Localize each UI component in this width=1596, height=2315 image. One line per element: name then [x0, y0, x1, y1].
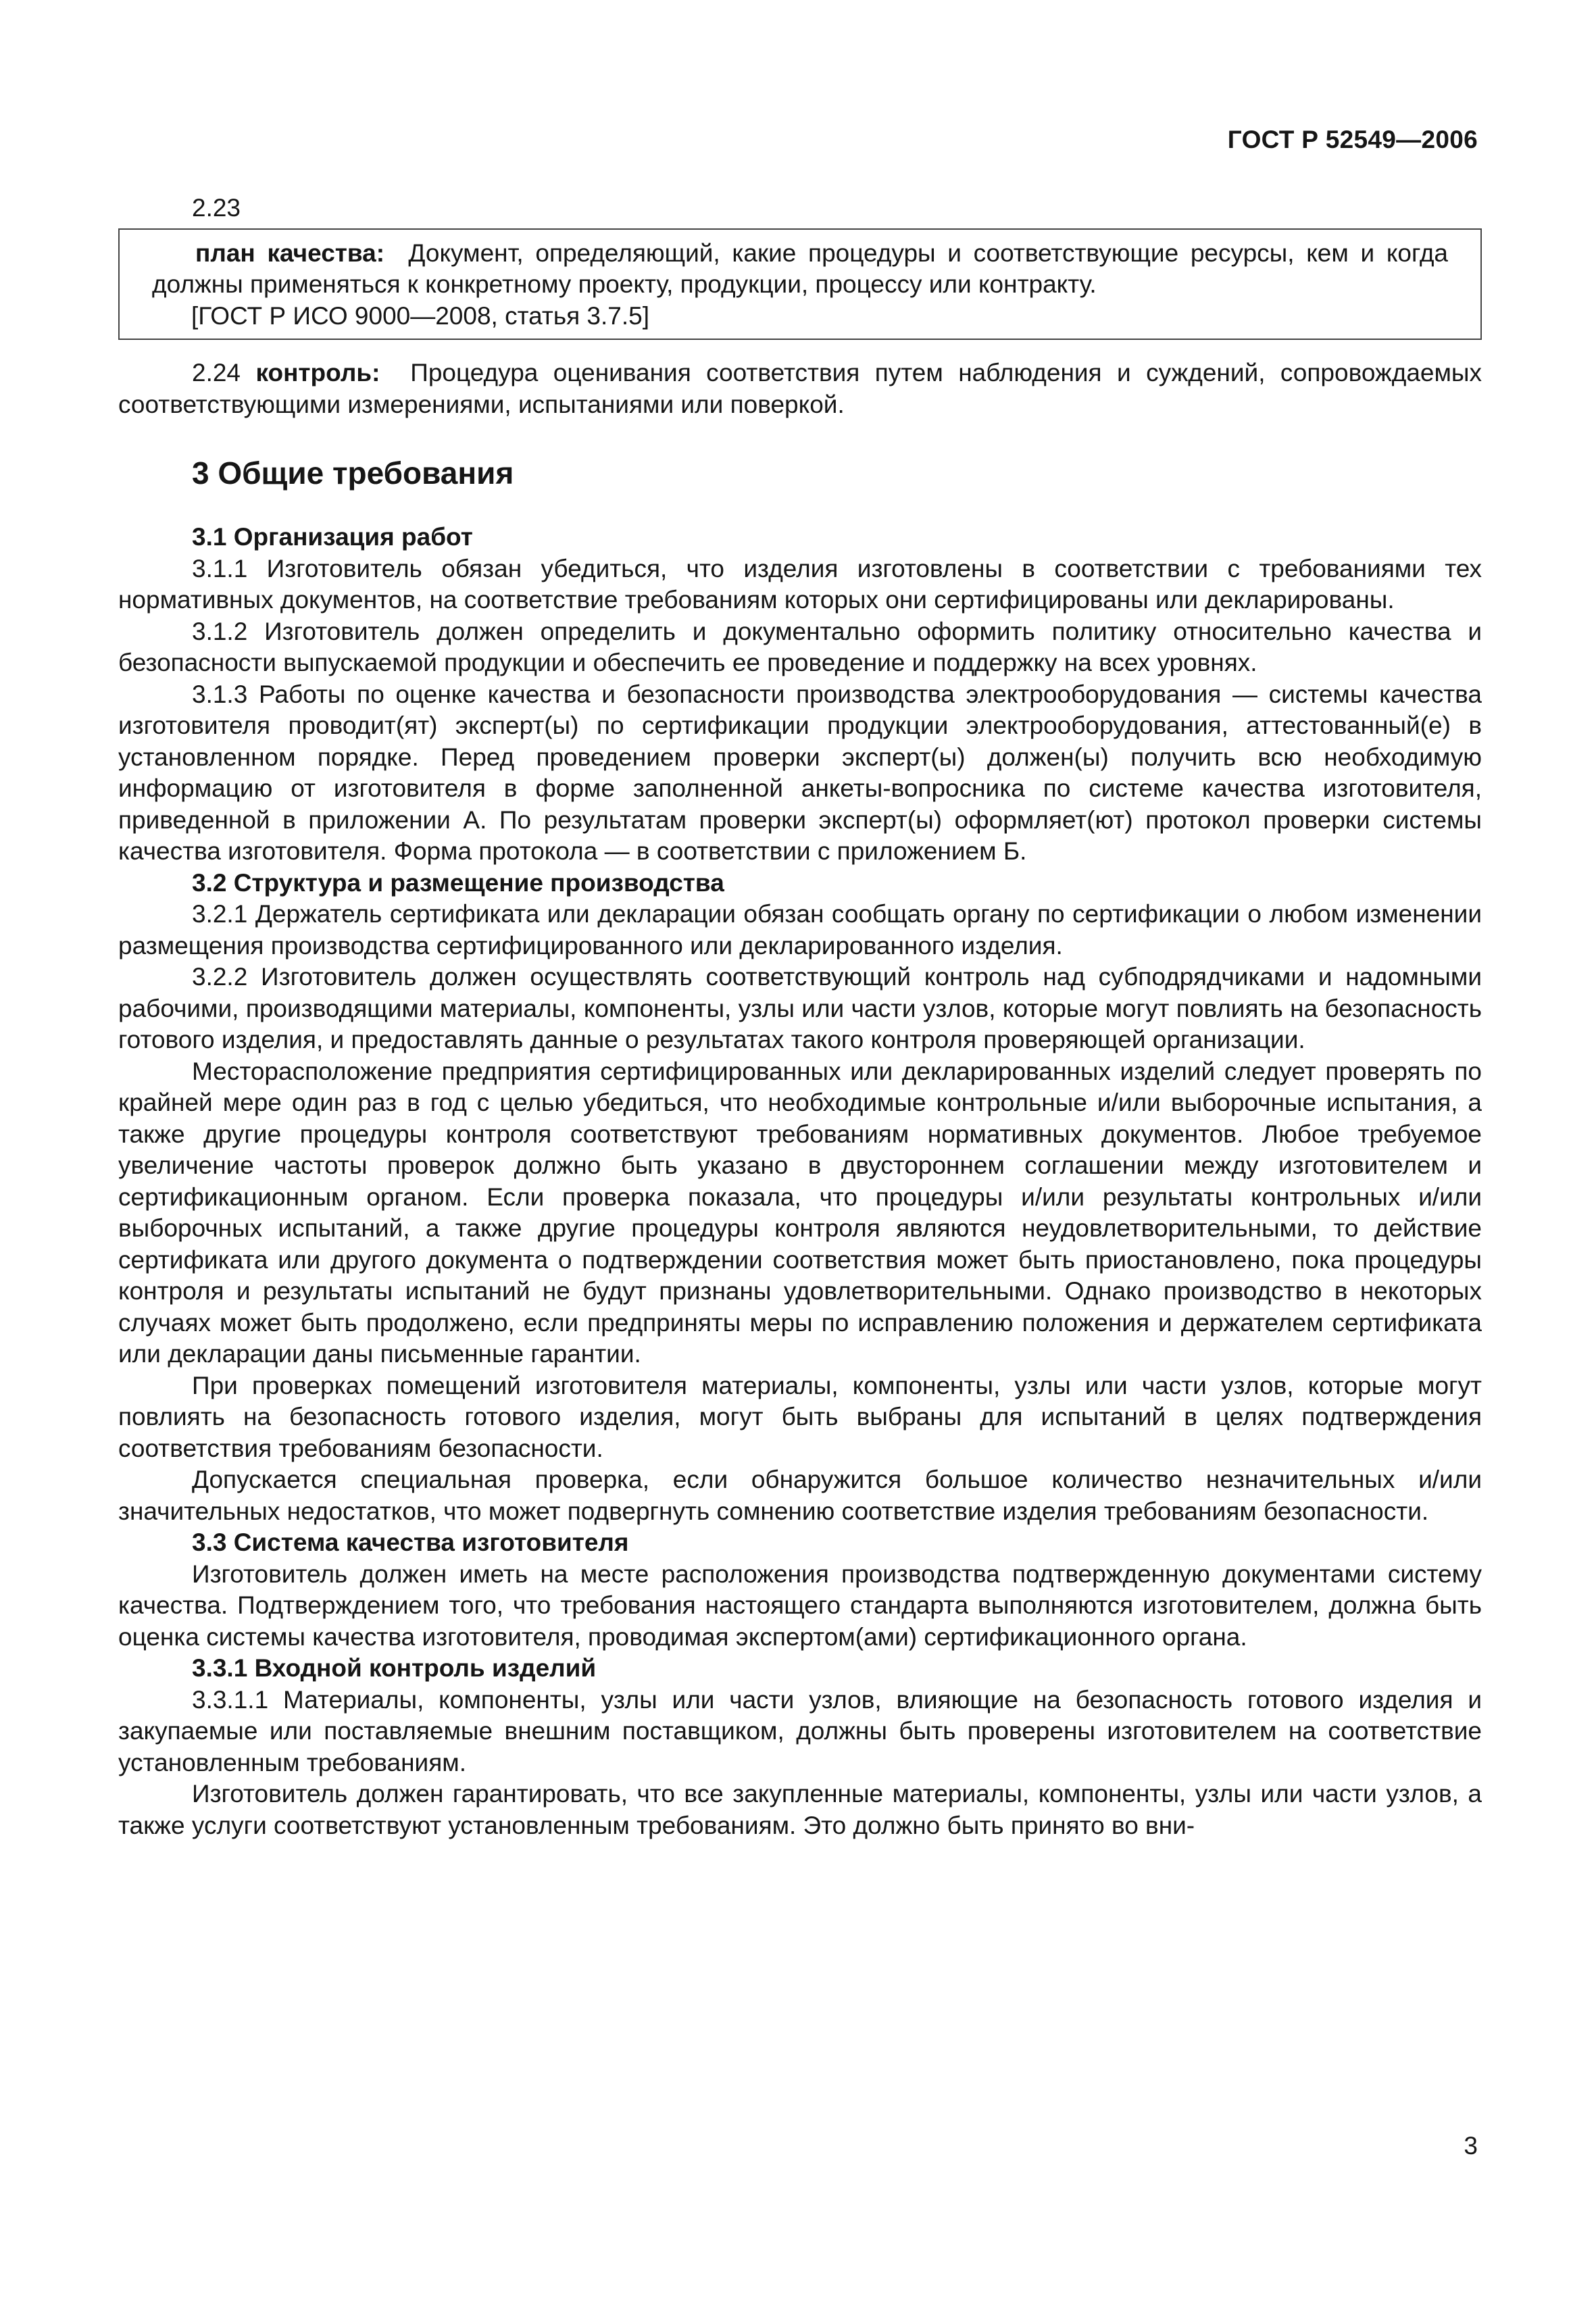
term-name: план качества: — [195, 239, 385, 267]
term-text: Документ, определяющий, какие процедуры и соответствующие ресурсы, кем и когда должны применяться к конкретному проекту, продукции, процессу или контракту. — [152, 239, 1448, 298]
term-definition — [152, 238, 1448, 301]
subsection-heading: 3.3.1 Входной контроль изделий — [192, 1654, 597, 1682]
section-heading: 3 Общие требования — [192, 455, 514, 491]
paragraph: При проверках помещений изготовителя материалы, компоненты, узлы или части узлов, которые могут повлиять на безопасность готового изделия, могут быть выбраны для испытаний в целях подтверждения соответствия требованиям безопасности. — [118, 1371, 1482, 1462]
paragraph: 3.2.1 Держатель сертификата или декларации обязан сообщать органу по сертификации о любом изменении размещения производства сертифицированного или декларированного изделия. — [118, 900, 1482, 960]
document-body — [118, 193, 1482, 1841]
term-reference: [ГОСТ Р ИСО 9000—2008, статья 3.7.5] — [191, 301, 649, 330]
paragraph: 3.2.2 Изготовитель должен осуществлять соответствующий контроль над субподрядчиками и надомными рабочими, производящими материалы, компоненты, узлы или части узлов, которые могут повлиять на безопасность готового изделия, и предоставлять данные о результатах такого контроля проверяющей организации. — [118, 963, 1482, 1053]
paragraph: 3.1.2 Изготовитель должен определить и документально оформить политику относительно качества и безопасности выпускаемой продукции и обеспечить ее проведение и поддержку на всех уровнях. — [118, 617, 1482, 676]
paragraph: Изготовитель должен гарантировать, что все закупленные материалы, компоненты, узлы или части узлов, а также услуги соответствуют установленным требованиям. Это должно быть принято во вни- — [118, 1780, 1482, 1839]
paragraph: Допускается специальная проверка, если обнаружится большое количество незначительных и/или значительных недостатков, что может подвергнуть сомнению соответствие изделия требованиям безопасности. — [118, 1466, 1482, 1525]
term-name: контроль: — [255, 359, 380, 387]
term-text: Процедура оценивания соответствия путем наблюдения и суждений, сопровождаемых соответствующими измерениями, испытаниями или поверкой. — [118, 359, 1482, 418]
document-code: ГОСТ Р 52549—2006 — [1227, 126, 1478, 153]
subsection-heading: 3.1 Организация работ — [192, 523, 473, 551]
page-number: 3 — [1464, 2132, 1478, 2160]
paragraph: 3.1.3 Работы по оценке качества и безопасности производства электрооборудования — системы качества изготовителя проводит(ят) эксперт(ы) по сертификации продукции электрооборудования, аттестованный(е) в установленном порядке. Перед проведением проверки эксперт(ы) должен(ы) получить всю необходимую информацию от изготовителя в форме заполненной анкеты-вопросника по системе качества изготовителя, приведенной в приложении А. По результатам проверки эксперт(ы) оформляет(ют) протокол проверки системы качества изготовителя. Форма протокола — в соответствии с приложением Б. — [118, 680, 1482, 865]
paragraph: Изготовитель должен иметь на месте расположения производства подтвержденную документами систему качества. Подтверждением того, что требования настоящего стандарта выполняются изготовителем, должна быть оценка системы качества изготовителя, проводимая экспертом(ами) сертификационного органа. — [118, 1560, 1482, 1651]
subsection-heading: 3.2 Структура и размещение производства — [192, 868, 724, 897]
paragraph: 3.1.1 Изготовитель обязан убедиться, что изделия изготовлены в соответствии с требованиями тех нормативных документов, на соответствие требованиям которых они сертифицированы или декларированы. — [118, 554, 1482, 614]
paragraph: 3.3.1.1 Материалы, компоненты, узлы или части узлов, влияющие на безопасность готового изделия и закупаемые или поставляемые внешним поставщиком, должны быть проверены изготовителем на соответствие установленным требованиям. — [118, 1685, 1482, 1776]
paragraph: Месторасположение предприятия сертифицированных или декларированных изделий следует проверять по крайней мере один раз в год с целью убедиться, что необходимые контрольные и/или выборочные испытания, а также другие процедуры контроля соответствуют требованиям нормативных документов. Любое требуемое увеличение частоты проверок должно быть указано в двустороннем соглашении между изготовителем и сертификационным органом. Если проверка показала, что процедуры и/или результаты контрольных и/или выборочных испытаний, а также другие процедуры контроля являются неудовлетворительными, то действие сертификата или другого документа о подтверждении соответствия может быть приостановлено, пока процедуры контроля и результаты испытаний не будут признаны удовлетворительными. Однако производство в некоторых случаях может быть продолжено, если предприняты меры по исправлению положения и держателем сертификата или декларации даны письменные гарантии. — [118, 1057, 1482, 1368]
term-2-24 — [118, 357, 1482, 420]
term-number: 2.23 — [192, 194, 241, 222]
term-definition-box — [118, 228, 1482, 341]
subsection-heading: 3.3 Система качества изготовителя — [192, 1528, 629, 1556]
term-number: 2.24 — [192, 359, 241, 387]
